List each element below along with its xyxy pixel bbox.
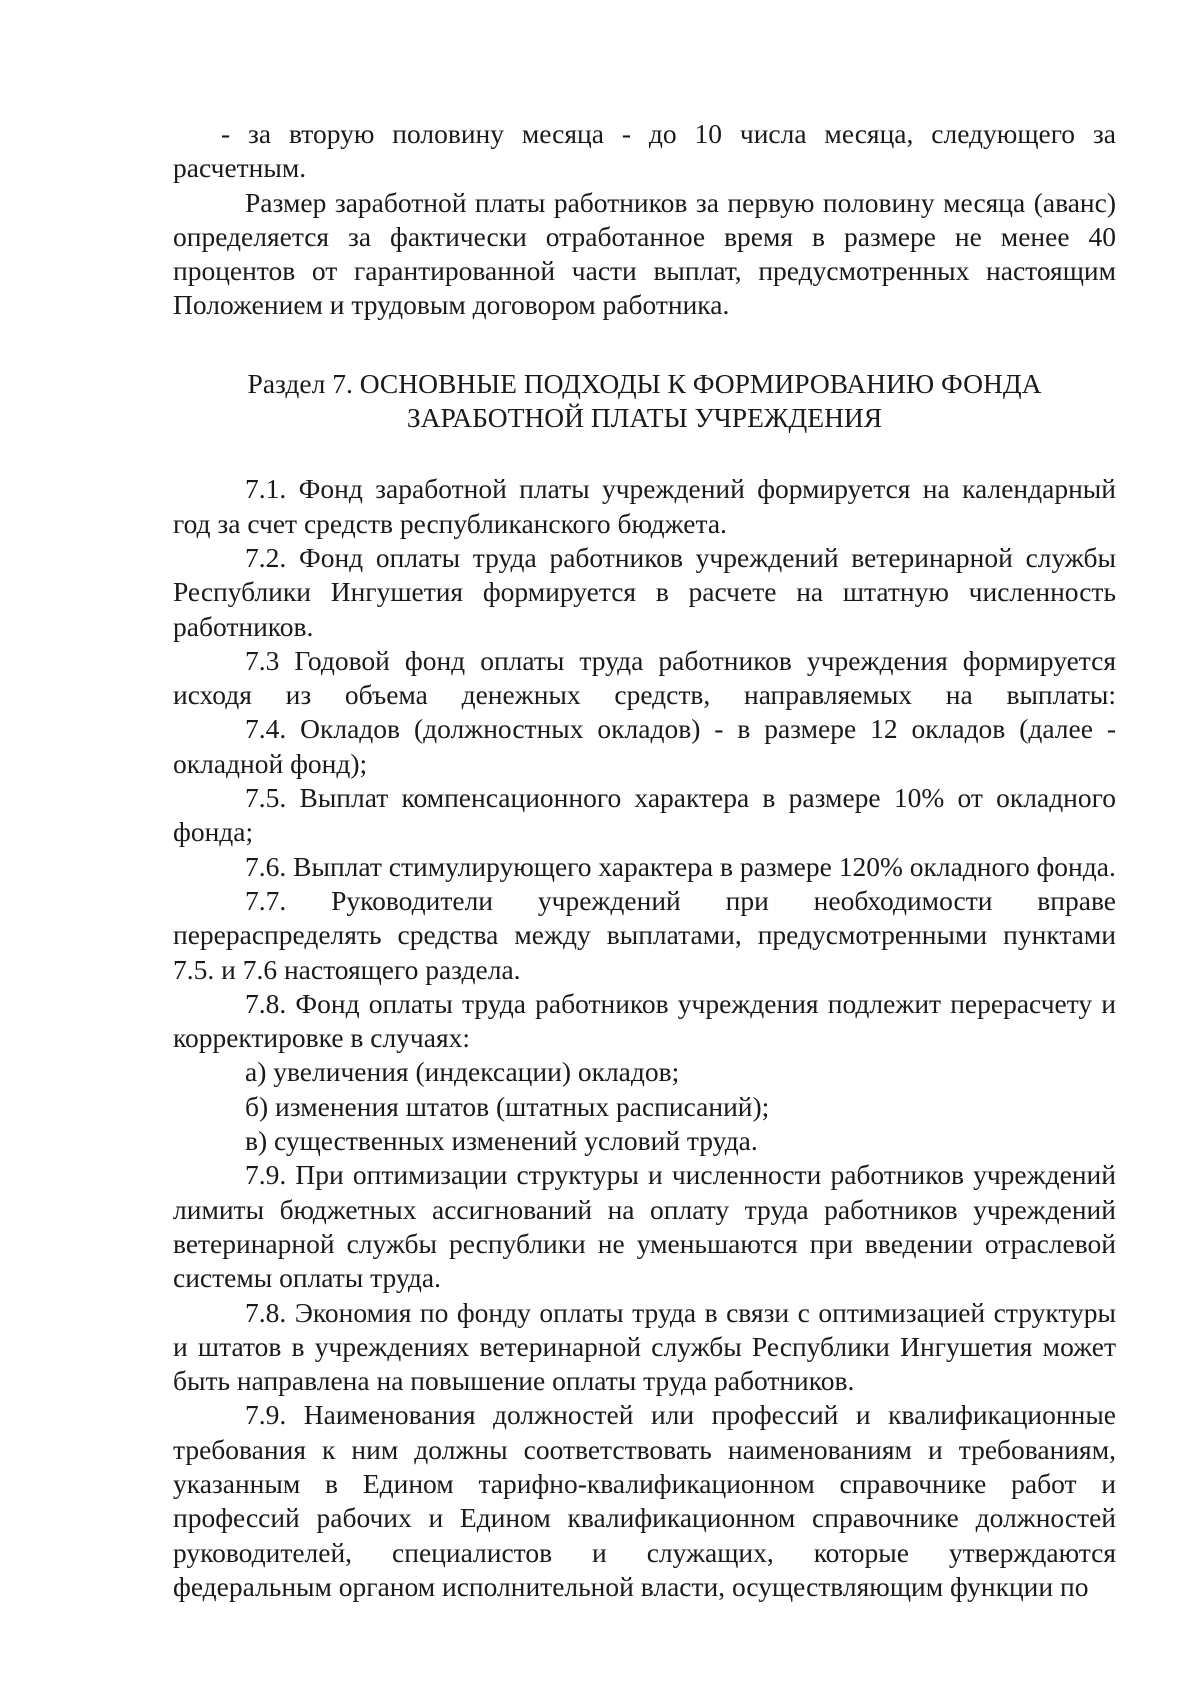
- paragraph-second-half-month: - за вторую половину месяца - до 10 числа месяца, следующего за расчетным.: [173, 118, 1116, 184]
- paragraph-7-2: 7.2. Фонд оплаты труда работников учреждений ветеринарной службы Республики Ингушетия формируется в расчете на штатную численность работников.: [173, 541, 1116, 642]
- paragraph-7-3: 7.3 Годовой фонд оплаты труда работников учреждения формируется исходя из объема денежных средств, направляемых на выплаты:: [173, 644, 1116, 711]
- document-body: [173, 117, 1116, 1604]
- paragraph-7-6: 7.6. Выплат стимулирующего характера в размере 120% окладного фонда.: [245, 850, 1116, 882]
- section-heading: [173, 367, 1116, 436]
- list-item-b: б) изменения штатов (штатных расписаний);: [245, 1090, 770, 1122]
- paragraph-7-9-optimization: 7.9. При оптимизации структуры и численности работников учреждений лимиты бюджетных ассигнований на оплату труда работников учреждений ветеринарной службы республики не уменьшаются при введении отраслевой системы оплаты труда.: [173, 1159, 1116, 1294]
- paragraph-7-9-positions: 7.9. Наименования должностей или профессий и квалификационные требования к ним должны соответствовать наименованиям и требованиям, указанным в Едином тарифно-квалификационном справочнике работ и профессий рабочих и Едином квалификационном справочнике должностей руководителей, специалистов и служащих, которые утверждаются федеральным органом исполнительной власти, осуществляющим функции по: [173, 1399, 1116, 1602]
- paragraph-7-4: 7.4. Окладов (должностных окладов) - в размере 12 окладов (далее - окладной фонд);: [173, 713, 1116, 779]
- paragraph-7-8: 7.8. Фонд оплаты труда работников учреждения подлежит перерасчету и корректировке в случаях:: [173, 987, 1116, 1054]
- list-item-a: а) увеличения (индексации) окладов;: [245, 1056, 680, 1088]
- paragraph-7-8-economy: 7.8. Экономия по фонду оплаты труда в связи с оптимизацией структуры и штатов в учреждениях ветеринарной службы Республики Ингушетия может быть направлена на повышение оплаты труда работников.: [173, 1296, 1116, 1397]
- list-item-v: в) существенных изменений условий труда.: [245, 1125, 758, 1157]
- paragraph-7-7: 7.7. Руководители учреждений при необходимости вправе перераспределять средства между выплатами, предусмотренными пунктами 7.5. и 7.6 настоящего раздела.: [173, 884, 1116, 985]
- section-heading-line-1: Раздел 7. ОСНОВНЫЕ ПОДХОДЫ К ФОРМИРОВАНИЮ ФОНДА: [247, 367, 1042, 399]
- paragraph-7-1: 7.1. Фонд заработной платы учреждений формируется на календарный год за счет средств республиканского бюджета.: [173, 473, 1116, 539]
- paragraph-advance-size: Размер заработной платы работников за первую половину месяца (аванс) определяется за фактически отработанное время в размере не менее 40 процентов от гарантированной части выплат, предусмотренных настоящим Положением и трудовым договором работника.: [173, 186, 1116, 321]
- section-heading-line-2: ЗАРАБОТНОЙ ПЛАТЫ УЧРЕЖДЕНИЯ: [406, 402, 883, 434]
- paragraph-7-5: 7.5. Выплат компенсационного характера в размере 10% от окладного фонда;: [173, 782, 1116, 848]
